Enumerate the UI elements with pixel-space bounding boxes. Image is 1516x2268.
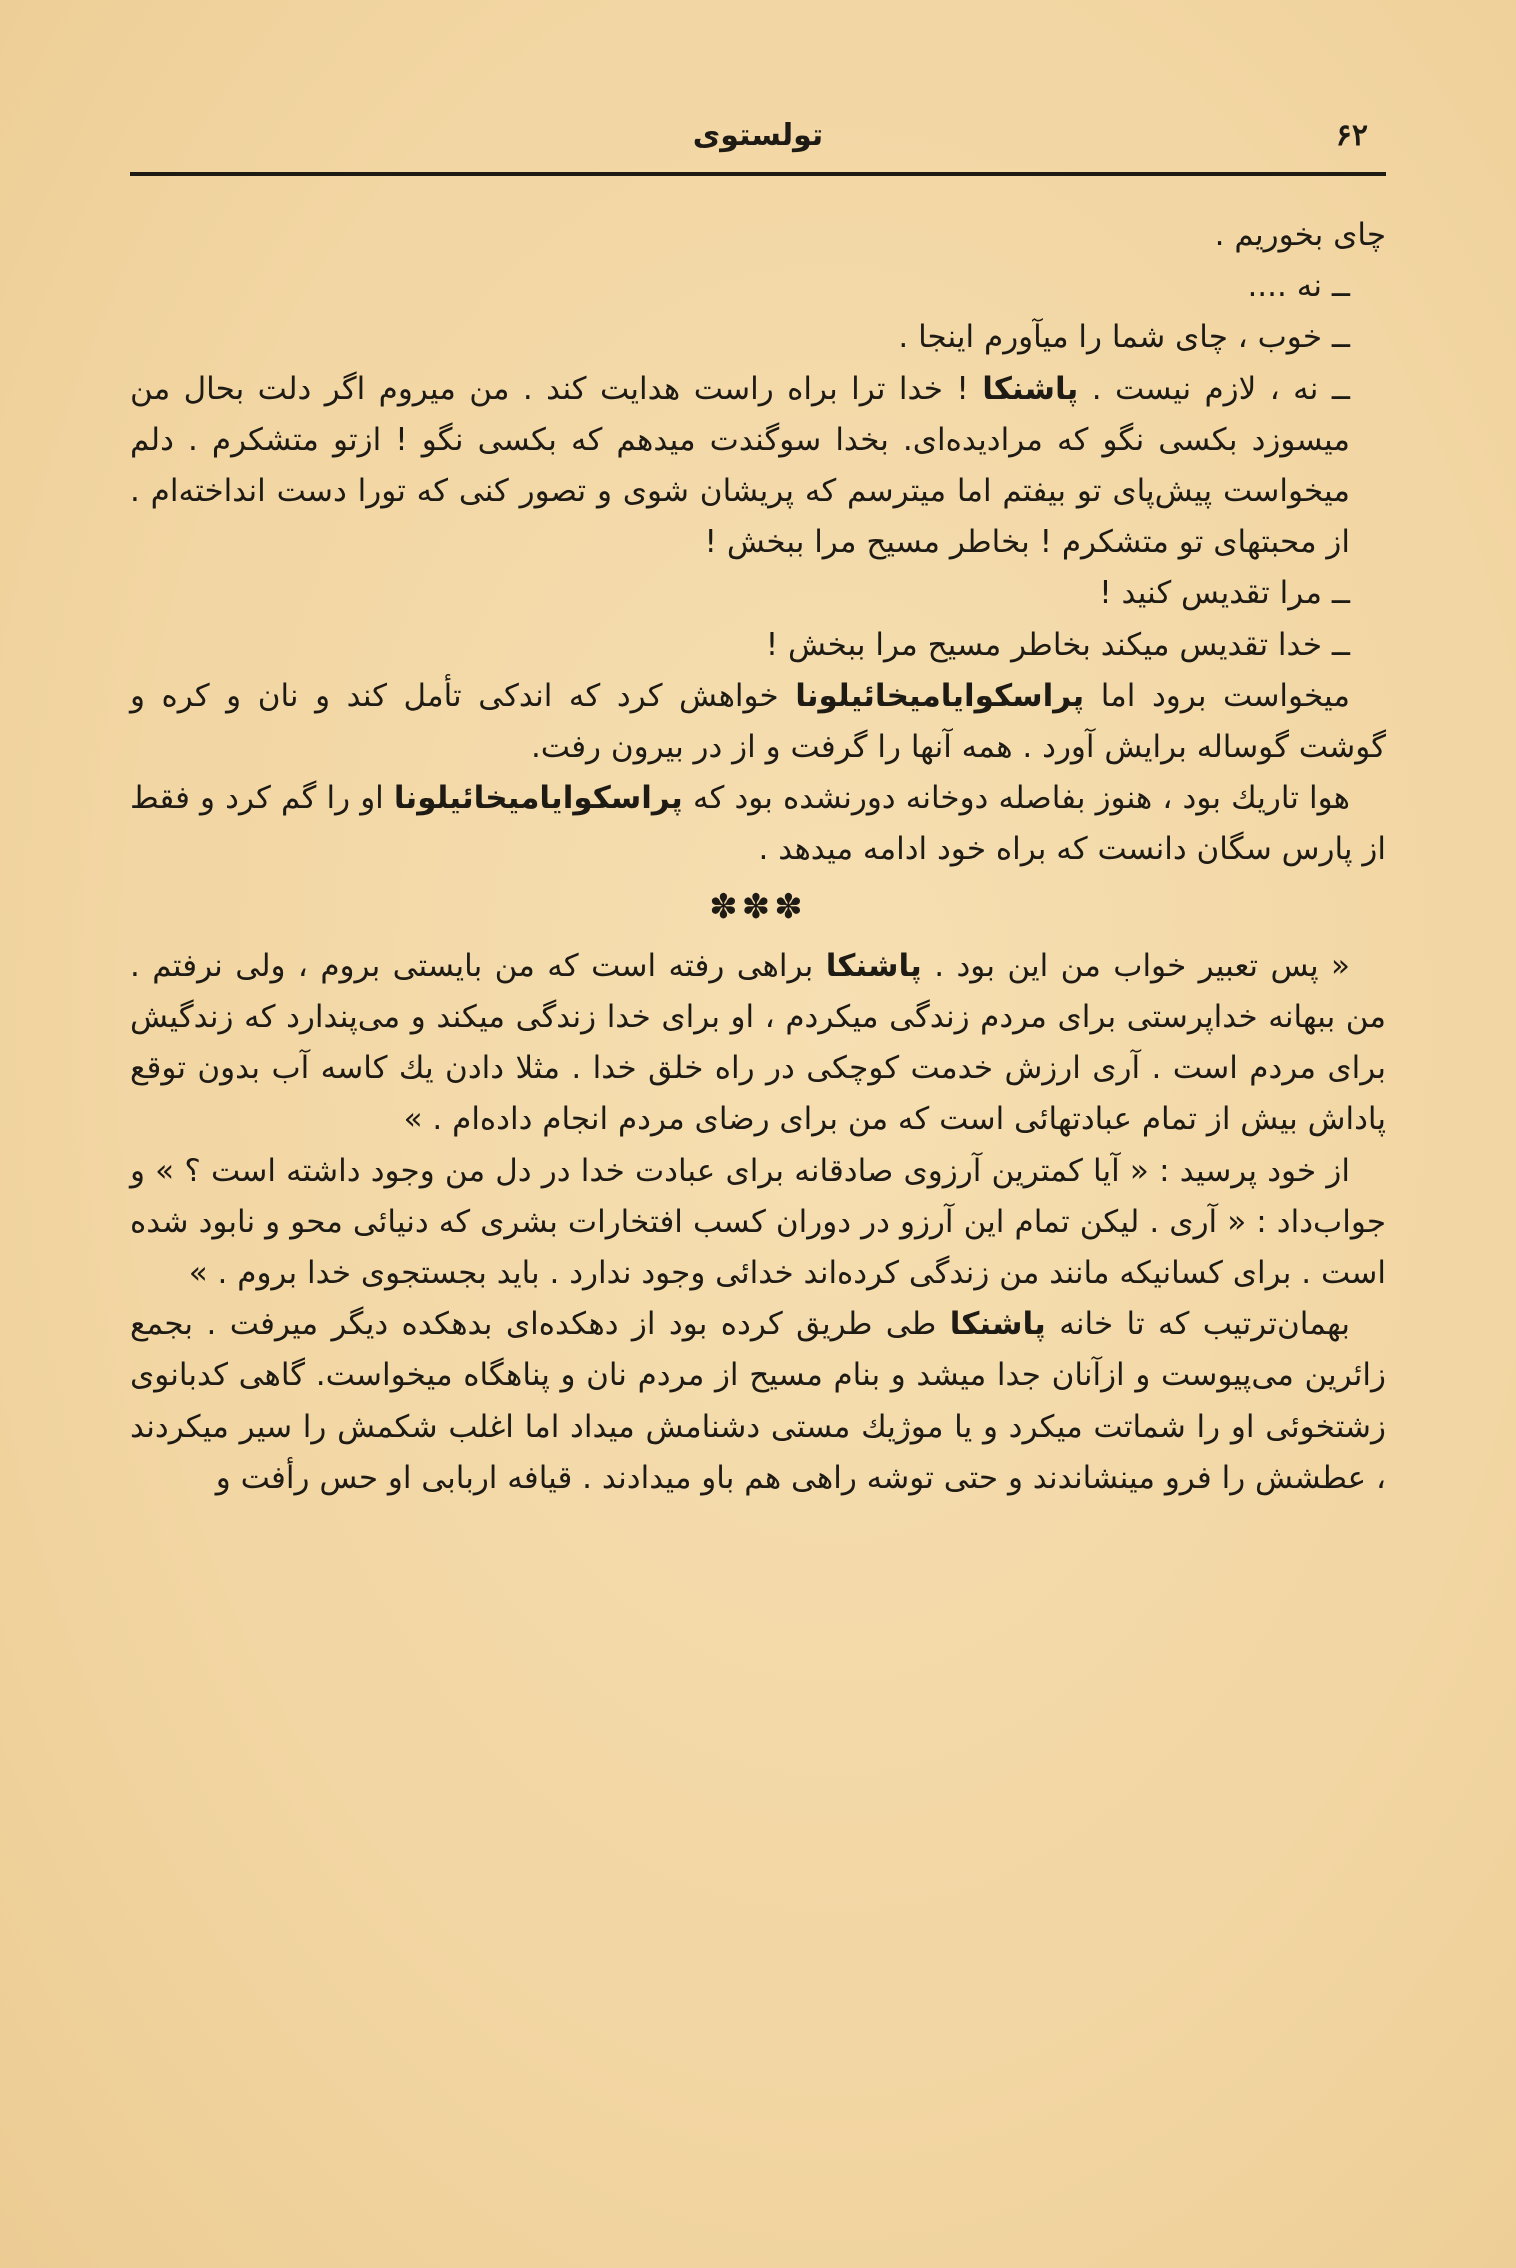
text-segment: ! خدا ترا براه راست هدایت کند . من میروم اگر دلت بحال من میسوزد بکسی نگو که مرادیده‌ای. بخدا سوگندت میدهم که بکسی نگو ! ازتو متشکرم . دلم میخواست پیش‌پای تو بیفتم اما میترسم که پریشان شوی و تصور کنی که تورا دست انداخته‌ام . از محبتهای تو متشکرم ! بخاطر مسیح مرا ببخش ! (130, 370, 1350, 561)
dialog-line: ــ مرا تقدیس کنید ! (1099, 575, 1350, 612)
body-text (130, 210, 1386, 1504)
paragraph (130, 671, 1386, 773)
dialog-line: ــ خدا تقدیس میکند بخاطر مسیح مرا ببخش ! (765, 626, 1350, 663)
text-segment: بهمان‌ترتیب که تا خانه (1059, 1306, 1351, 1343)
section-separator: ✽✽✽ (709, 886, 807, 927)
character-name: پراسکوایامیخائیلونا (795, 677, 1085, 714)
header-rule (130, 172, 1386, 176)
page-header (130, 100, 1386, 162)
running-title: تولستوی (692, 118, 824, 153)
text-segment: خواهش کرد که اندکی تأمل کند و نان و کره و گوشت گوساله برایش آورد . همه آنها را گرفت و از در بیرون رفت. (130, 677, 1386, 766)
text-segment: ــ نه ، لازم نیست . (1091, 370, 1350, 407)
character-name: پاشنکا (982, 370, 1079, 407)
text-segment: « پس تعبیر خواب من این بود . (934, 947, 1351, 984)
paragraph (130, 1299, 1386, 1504)
text-segment: هوا تاریك بود ، هنوز بفاصله دوخانه دورنشده بود که (692, 780, 1351, 817)
text-segment: براهی رفته است که من بایستی بروم ، ولی نرفتم . من ببهانه خداپرستی برای مردم زندگی میکردم ، او برای خدا زندگی میکند و می‌پندارد که زندگیش برای مردم است . آری ارزش خدمت کوچکی در راه خلق خدا . مثلا دادن یك کاسه آب بدون توقع پاداش بیش از تمام عبادتهائی است که من برای رضای مردم انجام داده‌ام . » (130, 947, 1386, 1138)
page-number: ۶۲ (1335, 118, 1368, 153)
paragraph: از خود پرسید : « آیا کمترین آرزوی صادقانه برای عبادت خدا در دل من وجود داشته است ؟ » و جواب‌داد : « آری . لیکن تمام این آرزو در دوران کسب افتخارات بشری که دنیائی محو و نابود شده است . برای کسانیکه مانند من زندگی کرده‌اند خدائی وجود ندارد . باید بجستجوی خدا بروم . » (130, 1152, 1386, 1292)
dialog-line: ــ نه .... (1247, 268, 1350, 305)
text-segment: طی طریق کرده بود از دهکده‌ای بدهکده دیگر میرفت . بجمع زائرین می‌پیوست و ازآنان جدا میشد و بنام مسیح از مردم نان و پناهگاه میخواست. گاهی کدبانوی زشتخوئی او را شماتت میکرد و یا موژیك مستی دشنامش میداد اما اغلب شکمش را سیر میکردند ، عطشش را فرو مینشاندند و حتی توشه راهی هم باو میدادند . قیافه اربابی او حس رأفت و (130, 1306, 1386, 1496)
character-name: پراسکوایامیخائیلونا (393, 780, 683, 817)
text-segment: او را گم کرد و فقط از پارس سگان دانست که براه خود ادامه میدهد . (130, 780, 1386, 868)
dialog-line: ــ خوب ، چای شما را میآورم اینجا . (898, 319, 1350, 356)
text-segment: میخواست برود اما (1100, 677, 1351, 714)
character-name: پاشنکا (949, 1306, 1046, 1343)
character-name: پاشنکا (825, 947, 922, 984)
paragraph (130, 773, 1386, 875)
paragraph: چای بخوریم . (1214, 217, 1386, 253)
paragraph (130, 941, 1386, 1146)
dialog-paragraph (130, 364, 1386, 569)
